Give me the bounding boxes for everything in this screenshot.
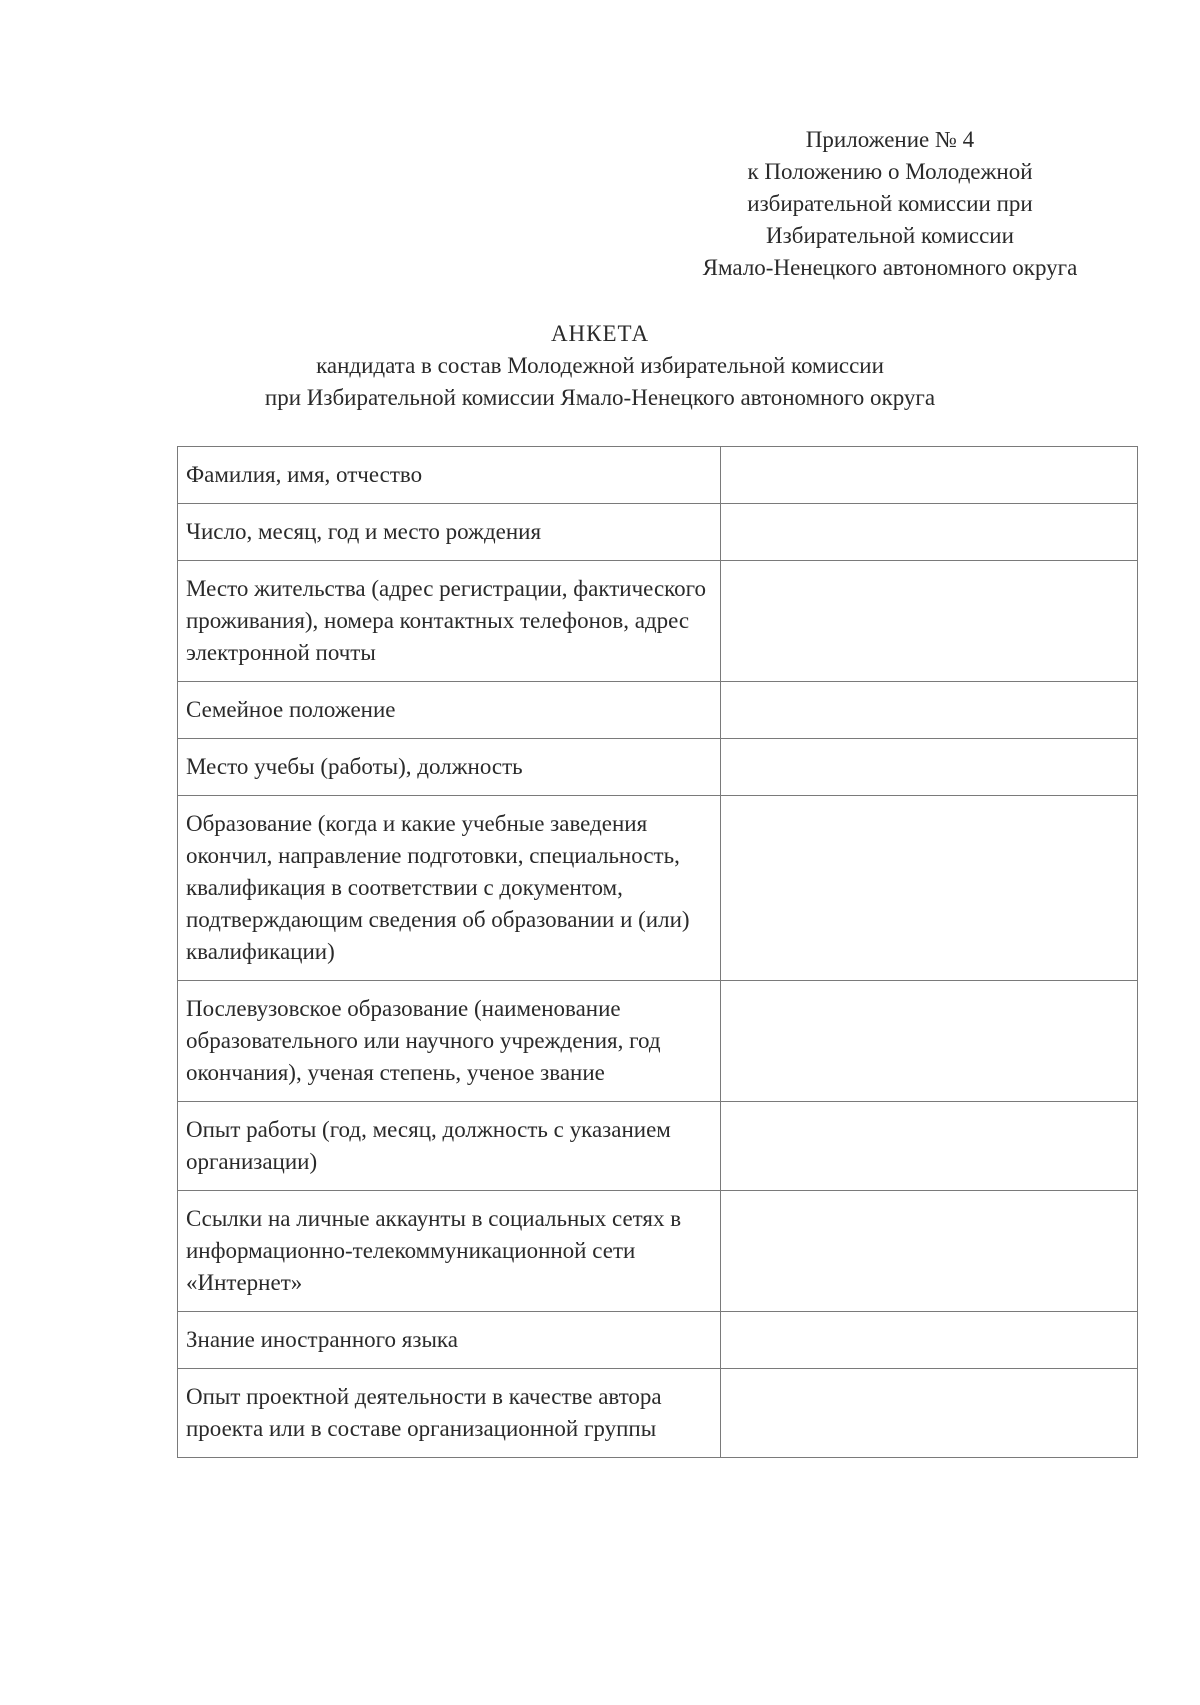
table-row [178, 1102, 1138, 1191]
table-row [178, 447, 1138, 504]
appendix-line: Избирательной комиссии [766, 223, 1014, 248]
form-subtitle-line: кандидата в состав Молодежной избирательной комиссии [316, 353, 884, 378]
field-value-marital-status[interactable] [721, 682, 1138, 739]
field-label-postgraduate: Послевузовское образование (наименование образовательного или научного учреждения, год окончания), ученая степень, ученое звание [178, 981, 721, 1102]
field-value-full-name[interactable] [721, 447, 1138, 504]
table-row [178, 561, 1138, 682]
field-value-education[interactable] [721, 796, 1138, 981]
appendix-line: Ямало-Ненецкого автономного округа [702, 255, 1078, 280]
field-label-foreign-language: Знание иностранного языка [178, 1312, 721, 1369]
table-row [178, 504, 1138, 561]
appendix-reference [660, 124, 1120, 284]
field-label-education: Образование (когда и какие учебные заведения окончил, направление подготовки, специальность, квалификация в соответствии с документом, подтверждающим сведения об образовании и (или) квалификации) [178, 796, 721, 981]
form-subtitle-line: при Избирательной комиссии Ямало-Ненецкого автономного округа [264, 385, 936, 410]
appendix-line: избирательной комиссии при [747, 191, 1033, 216]
table-row [178, 796, 1138, 981]
table-row [178, 1312, 1138, 1369]
field-value-foreign-language[interactable] [721, 1312, 1138, 1369]
field-label-residence: Место жительства (адрес регистрации, фактического проживания), номера контактных телефонов, адрес электронной почты [178, 561, 721, 682]
field-label-full-name: Фамилия, имя, отчество [178, 447, 721, 504]
questionnaire-table [177, 446, 1138, 1458]
form-heading [0, 318, 1200, 414]
field-value-workplace[interactable] [721, 739, 1138, 796]
field-value-work-experience[interactable] [721, 1102, 1138, 1191]
table-row [178, 981, 1138, 1102]
field-label-work-experience: Опыт работы (год, месяц, должность с указанием организации) [178, 1102, 721, 1191]
form-title: АНКЕТА [550, 321, 650, 346]
field-label-marital-status: Семейное положение [178, 682, 721, 739]
table-row [178, 682, 1138, 739]
table-row [178, 1191, 1138, 1312]
table-row [178, 1369, 1138, 1458]
appendix-line: Приложение № 4 [805, 127, 975, 152]
field-value-residence[interactable] [721, 561, 1138, 682]
field-label-birth: Число, месяц, год и место рождения [178, 504, 721, 561]
field-value-postgraduate[interactable] [721, 981, 1138, 1102]
field-value-social-links[interactable] [721, 1191, 1138, 1312]
field-label-social-links: Ссылки на личные аккаунты в социальных сетях в информационно-телекоммуникационной сети «Интернет» [178, 1191, 721, 1312]
field-value-project-experience[interactable] [721, 1369, 1138, 1458]
appendix-line: к Положению о Молодежной [747, 159, 1033, 184]
field-value-birth[interactable] [721, 504, 1138, 561]
table-row [178, 739, 1138, 796]
field-label-workplace: Место учебы (работы), должность [178, 739, 721, 796]
field-label-project-experience: Опыт проектной деятельности в качестве автора проекта или в составе организационной группы [178, 1369, 721, 1458]
